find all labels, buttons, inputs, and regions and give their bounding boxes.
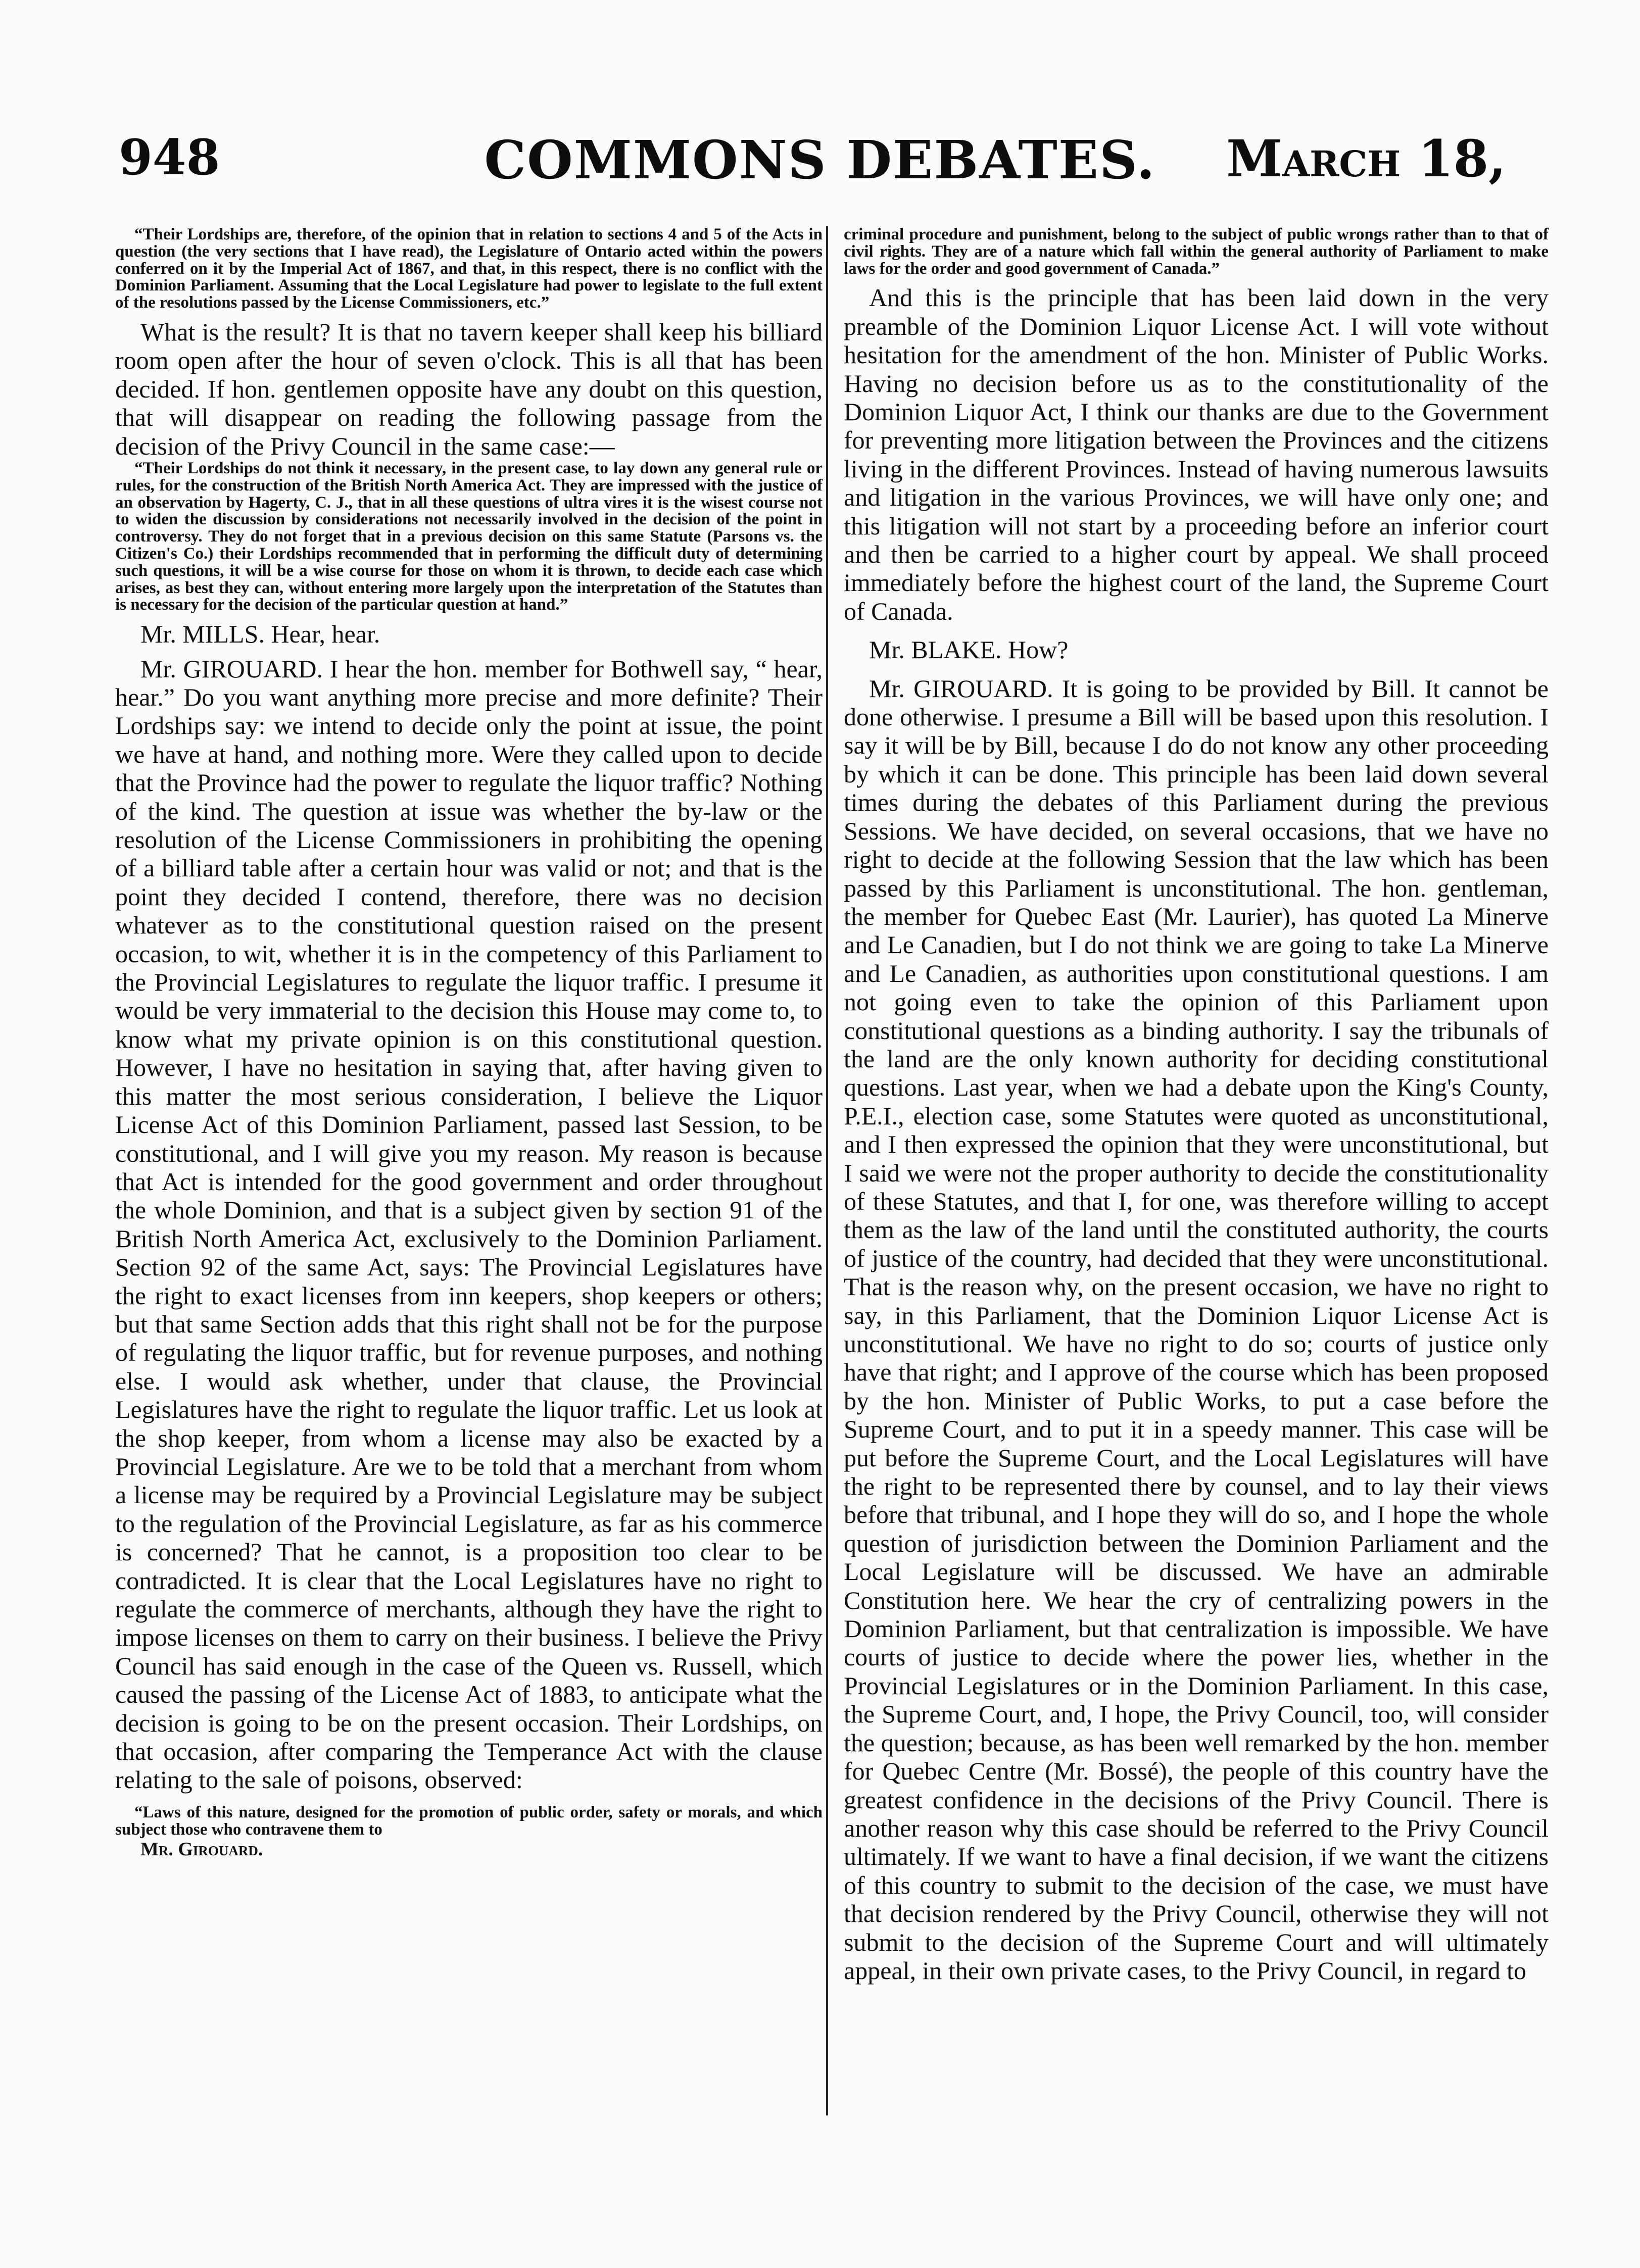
page-number: 948 [119,129,220,186]
right-column [844,226,1549,1985]
quote-privy-council-3: “Laws of this nature, designed for the promotion of public order, safety or morals, and which subject those who contravene them to [115,1803,823,1839]
column-divider [826,226,828,2115]
speech-girouard-continued: Mr. GIROUARD. It is going to be provided by Bill. It cannot be done otherwise. I presume a Bill will be based upon this resolution. I say it will be by Bill, because I do do not know any other proceeding by which it can be done. This principle has been laid down several times during the debates of this Parliament during the previous Sessions. We have decided, on several occasions, that we have no right to decide at the following Session that the law which has been passed by this Parliament is unconstitutional. The hon. gentleman, the member for Quebec East (Mr. Laurier), has quoted La Minerve and Le Canadien, but I do not think we are going to take La Minerve and Le Canadien, as authorities upon constitutional questions. I am not going even to take the opinion of this Parliament upon constitutional questions as a binding authority. I say the tribunals of the land are the only known authority for deciding constitutional questions. Last year, when we had a debate upon the King's County, P.E.I., election case, some Statutes were quoted as unconstitutional, and I then expressed the opinion that they were unconstitutional, but I said we were not the proper authority to decide the constitutionality of these Statutes, and that I, for one, was therefore willing to accept them as the law of the land until the constituted authority, the courts of justice of the country, had decided that they were unconstitutional. That is the reason why, on the present occasion, we have no right to say, in this Parliament, that the Dominion Liquor License Act is unconstitutional. We have no right to do so; courts of justice only have that right; and I approve of the course which has been proposed by the hon. Minister of Public Works, to put a case before the Supreme Court, and to put it in a speedy manner. This case will be put before the Supreme Court, and the Local Legislatures will have the right to be represented there by counsel, and to lay their views before that tribunal, and I hope they will do so, and I hope the whole question of jurisdiction between the Dominion Parliament and the Local Legislature will be discussed. We have an admirable Constitution here. We hear the cry of centralizing powers in the Dominion Parliament, but that centralization is impossible. We have courts of justice to decide where the power lies, whether in the Provincial Legislatures or in the Dominion Parliament. In this case, the Supreme Court, and, I hope, the Privy Council, too, will consider the question; because, as has been well remarked by the hon. member for Quebec Centre (Mr. Bossé), the people of this country have the greatest confidence in the decisions of the Privy Council. There is another reason why this case should be referred to the Privy Council ultimately. If we want to have a final decision, if we want the citizens of this country to submit to the decision of the case, we must have that decision rendered by the Privy Council, otherwise they will not submit to the decision of the Supreme Court and will ultimately appeal, in their own private cases, to the Privy Council, in regard to [844,674,1549,1985]
quote-continuation: criminal procedure and punishment, belong to the subject of public wrongs rather than to that of civil rights. They are of a nature which fall within the general authority of Parliament to make laws for the order and good government of Canada.” [844,225,1549,278]
page-title: COMMONS DEBATES. [484,129,1156,191]
quote-privy-council-1: “Their Lordships are, therefore, of the opinion that in relation to sections 4 and 5 of the Acts in question (the very sections that I have read), the Legislature of Ontario acted within the powers conferred on it by the Imperial Act of 1867, and that, in this respect, there is no conflict with the Dominion Parliament. Assuming that the Local Legislature had power to legislate to the full extent of the resolutions passed by the License Commissioners, etc.” [115,225,823,312]
page-date: March 18, [1226,129,1506,188]
paragraph: What is the result? It is that no tavern keeper shall keep his billiard room open after the hour of seven o'clock. This is all that has been decided. If hon. gentlemen opposite have any doubt on this question, that will disappear on reading the following passage from the decision of the Privy Council in the same case:— [115,317,823,460]
quote-privy-council-2: “Their Lordships do not think it necessary, in the present case, to lay down any general rule or rules, for the construction of the British North America Act. They are impressed with the justice of an observation by Hagerty, C. J., that in all these questions of ultra vires it is the wisest course not to widen the discussion by considerations not necessarily involved in the decision of the point in controversy. They do not forget that in a previous decision on this same Statute (Parsons vs. the Citizen's Co.) their Lordships recommended that in performing the difficult duty of determining such questions, it will be a wise course for those on whom it is thrown, to decide each case which arises, as best they can, without entering more largely upon the interpretation of the Statutes than is necessary for the decision of the particular question at hand.” [115,459,823,614]
paragraph: And this is the principle that has been laid down in the very preamble of the Dominion Liquor License Act. I will vote without hesitation for the amendment of the hon. Minister of Public Works. Having no decision before us as to the constitutionality of the Dominion Liquor Act, I think our thanks are due to the Government for preventing more litigation between the Provinces and the citizens living in the different Provinces. Instead of having numerous lawsuits and litigation in the various Provinces, we will have only one; and this litigation will not start by a proceeding before an inferior court and then be carried to a higher court by appeal. We shall proceed immediately before the highest court of the land, the Supreme Court of Canada. [844,283,1549,625]
left-column [115,226,823,1860]
speaker-line-mills: Mr. MILLS. Hear, hear. [140,620,380,649]
speech-girouard: Mr. GIROUARD. I hear the hon. member for Bothwell say, “ hear, hear.” Do you want anything more precise and more definite? Their Lordships say: we intend to decide only the point at issue, the point we have at hand, and nothing more. Were they called upon to decide that the Province had the power to regulate the liquor traffic? Nothing of the kind. The question at issue was whether the by-law or the resolution of the License Commissioners in prohibiting the opening of a billiard table after a certain hour was valid or not; and that is the point they decided I contend, therefore, there was no decision whatever as to the constitutional question raised on the present occasion, to wit, whether it is in the competency of this Parliament to the Provincial Legislatures to regulate the liquor traffic. I presume it would be very immaterial to the decision this House may come to, to know what my private opinion is on this constitutional question. However, I have no hesitation in saying that, after having given to this matter the most serious consideration, I believe the Liquor License Act of this Dominion Parliament, passed last Session, to be constitutional, and I will give you my reason. My reason is because that Act is intended for the good government and order throughout the whole Dominion, and that is a subject given by section 91 of the British North America Act, exclusively to the Dominion Parliament. Section 92 of the same Act, says: The Provincial Legislatures have the right to exact licenses from inn keepers, shop keepers or others; but that same Section adds that this right shall not be for the purpose of regulating the liquor traffic, but for revenue purposes, and nothing else. I would ask whether, under that clause, the Provincial Legislatures have the right to regulate the liquor traffic. Let us look at the shop keeper, from whom a license may also be exacted by a Provincial Legislature. Are we to be told that a merchant from whom a license may be required by a Provincial Legislature may be subject to the regulation of the Provincial Legislature, as far as his commerce is concerned? That he cannot, is a proposition too clear to be contradicted. It is clear that the Local Legislatures have no right to regulate the commerce of merchants, although they have the right to impose licenses on them to carry on their business. I believe the Privy Council has said enough in the case of the Queen vs. Russell, which caused the passing of the License Act of 1883, to anticipate what the decision is going to be on the present occasion. Their Lordships, on that occasion, after comparing the Temperance Act with the clause relating to the sale of poisons, observed: [115,654,823,1794]
attribution: Mr. Girouard. [140,1839,263,1860]
speaker-line-blake: Mr. BLAKE. How? [869,635,1069,664]
